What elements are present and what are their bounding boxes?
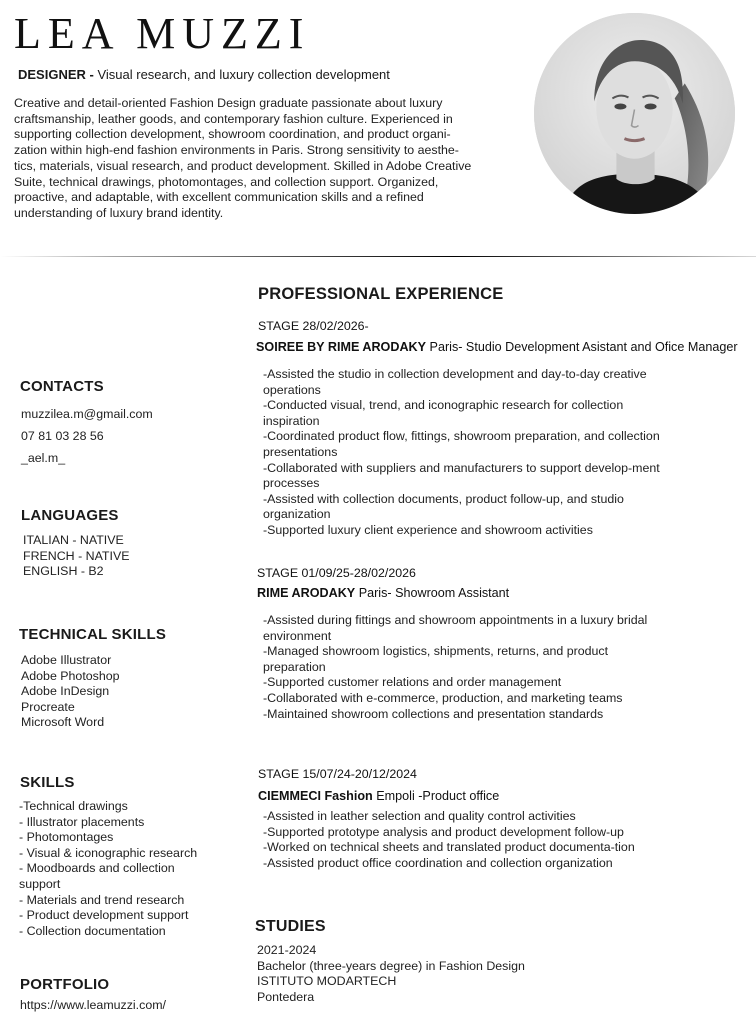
list-item: - Collection documentation — [19, 923, 166, 938]
skills-list — [19, 799, 219, 939]
job-1-bullets — [263, 367, 663, 539]
list-item: Adobe Illustrator — [21, 653, 112, 667]
job-2-company: RIME ARODAKY — [257, 586, 356, 600]
job-1-company: SOIREE BY RIME ARODAKY — [256, 340, 427, 354]
job-1-date: STAGE 28/02/2026- — [258, 319, 369, 333]
list-item: - Moodboards and collection support — [19, 861, 175, 891]
list-item: -Assisted the studio in collection development and day-to-day creative operations — [263, 367, 647, 397]
technical-skills-list — [21, 653, 120, 731]
job-3-bullets — [263, 809, 641, 871]
job-3-date: STAGE 15/07/24-20/12/2024 — [258, 767, 417, 781]
header-divider — [0, 256, 756, 257]
list-item: Adobe Photoshop — [21, 668, 120, 683]
list-item: -Worked on technical sheets and translated product documenta-tion — [263, 840, 635, 855]
list-item: -Assisted product office coordination and collection organization — [263, 855, 613, 870]
list-item: - Product development support — [19, 908, 189, 923]
portfolio-link[interactable]: https://www.leamuzzi.com/ — [20, 998, 166, 1012]
job-2-bullets — [263, 613, 648, 722]
list-item: ITALIAN - NATIVE — [23, 533, 124, 547]
list-item: -Collaborated with e-commerce, production, and marketing teams — [263, 690, 623, 705]
job-2-date: STAGE 01/09/25-28/02/2026 — [257, 566, 416, 580]
list-item: - Photomontages — [19, 830, 114, 845]
studies-heading: STUDIES — [255, 918, 326, 935]
job-2-detail: Paris- Showroom Assistant — [358, 586, 510, 600]
phone-number: 07 81 03 28 56 — [21, 429, 104, 443]
list-item: -Supported luxury client experience and showroom activities — [263, 522, 593, 537]
list-item: -Assisted during fittings and showroom appointments in a luxury bridal environment — [263, 613, 648, 643]
role-line — [18, 67, 390, 82]
list-item: - Materials and trend research — [19, 892, 185, 907]
list-item: ENGLISH - B2 — [23, 564, 104, 579]
list-item: Pontedera — [257, 989, 315, 1004]
job-2-title — [257, 586, 509, 600]
list-item: -Assisted with collection documents, product follow-up, and studio organization — [263, 491, 624, 522]
technical-skills-heading: TECHNICAL SKILLS — [19, 626, 167, 643]
experience-heading: PROFESSIONAL EXPERIENCE — [258, 285, 504, 303]
profile-photo — [534, 13, 735, 214]
email-link[interactable]: muzzilea.m@gmail.com — [21, 407, 153, 421]
job-1-title — [256, 340, 738, 354]
list-item: -Supported prototype analysis and product development follow-up — [263, 824, 624, 839]
job-3-title — [258, 789, 499, 803]
list-item: FRENCH - NATIVE — [23, 548, 130, 563]
list-item: Adobe InDesign — [21, 684, 110, 699]
list-item: -Conducted visual, trend, and iconographic research for collection inspiration — [263, 398, 624, 428]
list-item: -Technical drawings — [19, 799, 128, 813]
contacts-list — [21, 403, 153, 469]
portrait-icon — [534, 13, 735, 214]
list-item: Microsoft Word — [21, 715, 105, 730]
profile-summary: Creative and detail-oriented Fashion Design graduate passionate about luxury craftsmanship, leather goods, and contemporary fashion culture. Experienced in supporting collection development, showroom coordination, and product organi-zation within high-end fashion environments in Paris. Strong sensitivity to aesthe-tics, materials, visual research, and product development. Skilled in Adobe Creative Suite, technical drawings, photomontages, and collection support. Organized, proactive, and adaptable, with excellent communication skills and a refined understanding of luxury brand identity. — [14, 96, 472, 220]
list-item: -Coordinated product flow, fittings, showroom preparation, and collection presentations — [263, 429, 660, 459]
languages-heading: LANGUAGES — [21, 507, 119, 524]
list-item: -Maintained showroom collections and presentation standards — [263, 706, 604, 721]
job-3-company: CIEMMECI Fashion — [258, 789, 373, 803]
list-item: 2021-2024 — [257, 943, 317, 957]
list-item: -Collaborated with suppliers and manufacturers to support develop-ment processes — [263, 460, 660, 491]
skills-heading: SKILLS — [20, 774, 75, 791]
page-title: LEA MUZZI — [14, 9, 311, 58]
list-item: - Visual & iconographic research — [19, 845, 198, 860]
list-item: Bachelor (three-years degree) in Fashion Design — [257, 958, 525, 973]
list-item: Procreate — [21, 699, 75, 714]
job-1-detail: Paris- Studio Development Asistant and Ofice Manager — [429, 340, 738, 354]
list-item: ISTITUTO MODARTECH — [257, 974, 397, 989]
list-item: - Illustrator placements — [19, 814, 145, 829]
list-item: -Managed showroom logistics, shipments, returns, and product preparation — [263, 644, 609, 674]
social-handle: _ael.m_ — [21, 451, 66, 465]
role-description: Visual research, and luxury collection development — [97, 67, 390, 82]
job-3-detail: Empoli -Product office — [376, 789, 500, 803]
portfolio-heading: PORTFOLIO — [20, 976, 110, 993]
role-title: DESIGNER - — [18, 67, 94, 82]
languages-list — [23, 533, 129, 580]
list-item: -Supported customer relations and order management — [263, 675, 562, 690]
studies-list — [257, 943, 525, 1005]
contacts-heading: CONTACTS — [20, 378, 104, 395]
list-item: -Assisted in leather selection and quality control activities — [263, 809, 576, 823]
